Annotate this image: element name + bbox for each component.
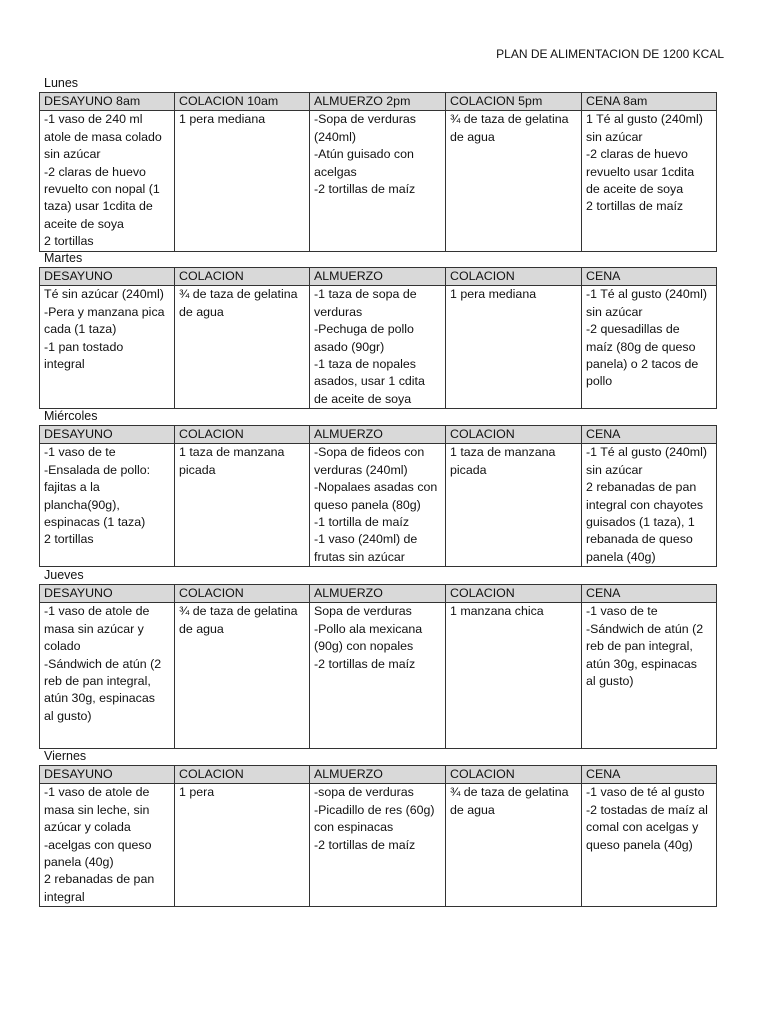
day-label: Martes [44, 251, 83, 265]
cell-colacion-2: ¾ de taza de gelatina de agua [446, 111, 582, 252]
header-desayuno: DESAYUNO [40, 268, 175, 286]
cell-desayuno: Té sin azúcar (240ml) -Pera y manzana pica cada (1 taza) -1 pan tostado integral [40, 286, 175, 409]
day-section-viernes [39, 748, 716, 907]
meal-row [40, 286, 717, 409]
day-label: Jueves [44, 568, 84, 582]
header-colacion-1: COLACION [175, 766, 310, 784]
day-label: Viernes [44, 749, 87, 763]
header-row [40, 585, 717, 603]
meal-row [40, 603, 717, 749]
cell-colacion-1: 1 pera [175, 784, 310, 907]
meal-table [39, 425, 717, 567]
header-desayuno: DESAYUNO [40, 585, 175, 603]
header-colacion-1: COLACION 10am [175, 93, 310, 111]
cell-colacion-1: ¾ de taza de gelatina de agua [175, 286, 310, 409]
header-colacion-2: COLACION [446, 585, 582, 603]
header-almuerzo: ALMUERZO [310, 766, 446, 784]
header-colacion-1: COLACION [175, 268, 310, 286]
meal-row [40, 111, 717, 252]
cell-colacion-2: ¾ de taza de gelatina de agua [446, 784, 582, 907]
cell-colacion-1: 1 pera mediana [175, 111, 310, 252]
meal-table [39, 765, 717, 907]
day-section-lunes [39, 75, 716, 252]
header-colacion-1: COLACION [175, 426, 310, 444]
cell-colacion-1: ¾ de taza de gelatina de agua [175, 603, 310, 749]
cell-almuerzo: -Sopa de verduras (240ml) -Atún guisado con acelgas -2 tortillas de maíz [310, 111, 446, 252]
header-almuerzo: ALMUERZO 2pm [310, 93, 446, 111]
cell-cena: -1 Té al gusto (240ml) sin azúcar 2 rebanadas de pan integral con chayotes guisados (1 taza), 1 rebanada de queso panela (40g) [582, 444, 717, 567]
cell-desayuno: -1 vaso de atole de masa sin azúcar y colado -Sándwich de atún (2 reb de pan integral, atún 30g, espinacas al gusto) [40, 603, 175, 749]
day-section-miercoles [39, 408, 716, 567]
cell-cena: -1 Té al gusto (240ml) sin azúcar -2 quesadillas de maíz (80g de queso panela) o 2 tacos de pollo [582, 286, 717, 409]
cell-desayuno: -1 vaso de atole de masa sin leche, sin azúcar y colada -acelgas con queso panela (40g) 2 rebanadas de pan integral [40, 784, 175, 907]
header-colacion-2: COLACION 5pm [446, 93, 582, 111]
cell-colacion-2: 1 taza de manzana picada [446, 444, 582, 567]
day-section-martes [39, 250, 716, 409]
header-cena: CENA [582, 268, 717, 286]
header-almuerzo: ALMUERZO [310, 268, 446, 286]
meal-table [39, 267, 717, 409]
cell-almuerzo: Sopa de verduras -Pollo ala mexicana (90g) con nopales -2 tortillas de maíz [310, 603, 446, 749]
cell-almuerzo: -sopa de verduras -Picadillo de res (60g) con espinacas -2 tortillas de maíz [310, 784, 446, 907]
meal-row [40, 784, 717, 907]
header-colacion-2: COLACION [446, 268, 582, 286]
meal-table [39, 92, 717, 252]
header-almuerzo: ALMUERZO [310, 585, 446, 603]
cell-colacion-2: 1 pera mediana [446, 286, 582, 409]
cell-desayuno: -1 vaso de te -Ensalada de pollo: fajitas a la plancha(90g), espinacas (1 taza) 2 tortillas [40, 444, 175, 567]
cell-almuerzo: -Sopa de fideos con verduras (240ml) -Nopalaes asadas con queso panela (80g) -1 tortilla de maíz -1 vaso (240ml) de frutas sin azúcar [310, 444, 446, 567]
header-desayuno: DESAYUNO 8am [40, 93, 175, 111]
header-cena: CENA [582, 426, 717, 444]
cell-desayuno: -1 vaso de 240 ml atole de masa colado sin azúcar -2 claras de huevo revuelto con nopal (1 taza) usar 1cdita de aceite de soya 2 tortillas [40, 111, 175, 252]
cell-cena: -1 vaso de te -Sándwich de atún (2 reb de pan integral, atún 30g, espinacas al gusto) [582, 603, 717, 749]
header-cena: CENA [582, 585, 717, 603]
cell-colacion-2: 1 manzana chica [446, 603, 582, 749]
day-section-jueves [39, 567, 716, 749]
header-cena: CENA [582, 766, 717, 784]
header-row [40, 766, 717, 784]
cell-cena: 1 Té al gusto (240ml) sin azúcar -2 claras de huevo revuelto usar 1cdita de aceite de soya 2 tortillas de maíz [582, 111, 717, 252]
day-label: Miércoles [44, 409, 98, 423]
day-label: Lunes [44, 76, 79, 90]
header-cena: CENA 8am [582, 93, 717, 111]
header-colacion-2: COLACION [446, 766, 582, 784]
cell-almuerzo: -1 taza de sopa de verduras -Pechuga de pollo asado (90gr) -1 taza de nopales asados, usar 1 cdita de aceite de soya [310, 286, 446, 409]
cell-colacion-1: 1 taza de manzana picada [175, 444, 310, 567]
header-row [40, 426, 717, 444]
meal-row [40, 444, 717, 567]
header-colacion-1: COLACION [175, 585, 310, 603]
cell-cena: -1 vaso de té al gusto -2 tostadas de maíz al comal con acelgas y queso panela (40g) [582, 784, 717, 907]
header-row [40, 93, 717, 111]
meal-table [39, 584, 717, 749]
header-desayuno: DESAYUNO [40, 766, 175, 784]
header-row [40, 268, 717, 286]
header-almuerzo: ALMUERZO [310, 426, 446, 444]
page-title: PLAN DE ALIMENTACION DE 1200 KCAL [496, 47, 724, 61]
header-desayuno: DESAYUNO [40, 426, 175, 444]
header-colacion-2: COLACION [446, 426, 582, 444]
